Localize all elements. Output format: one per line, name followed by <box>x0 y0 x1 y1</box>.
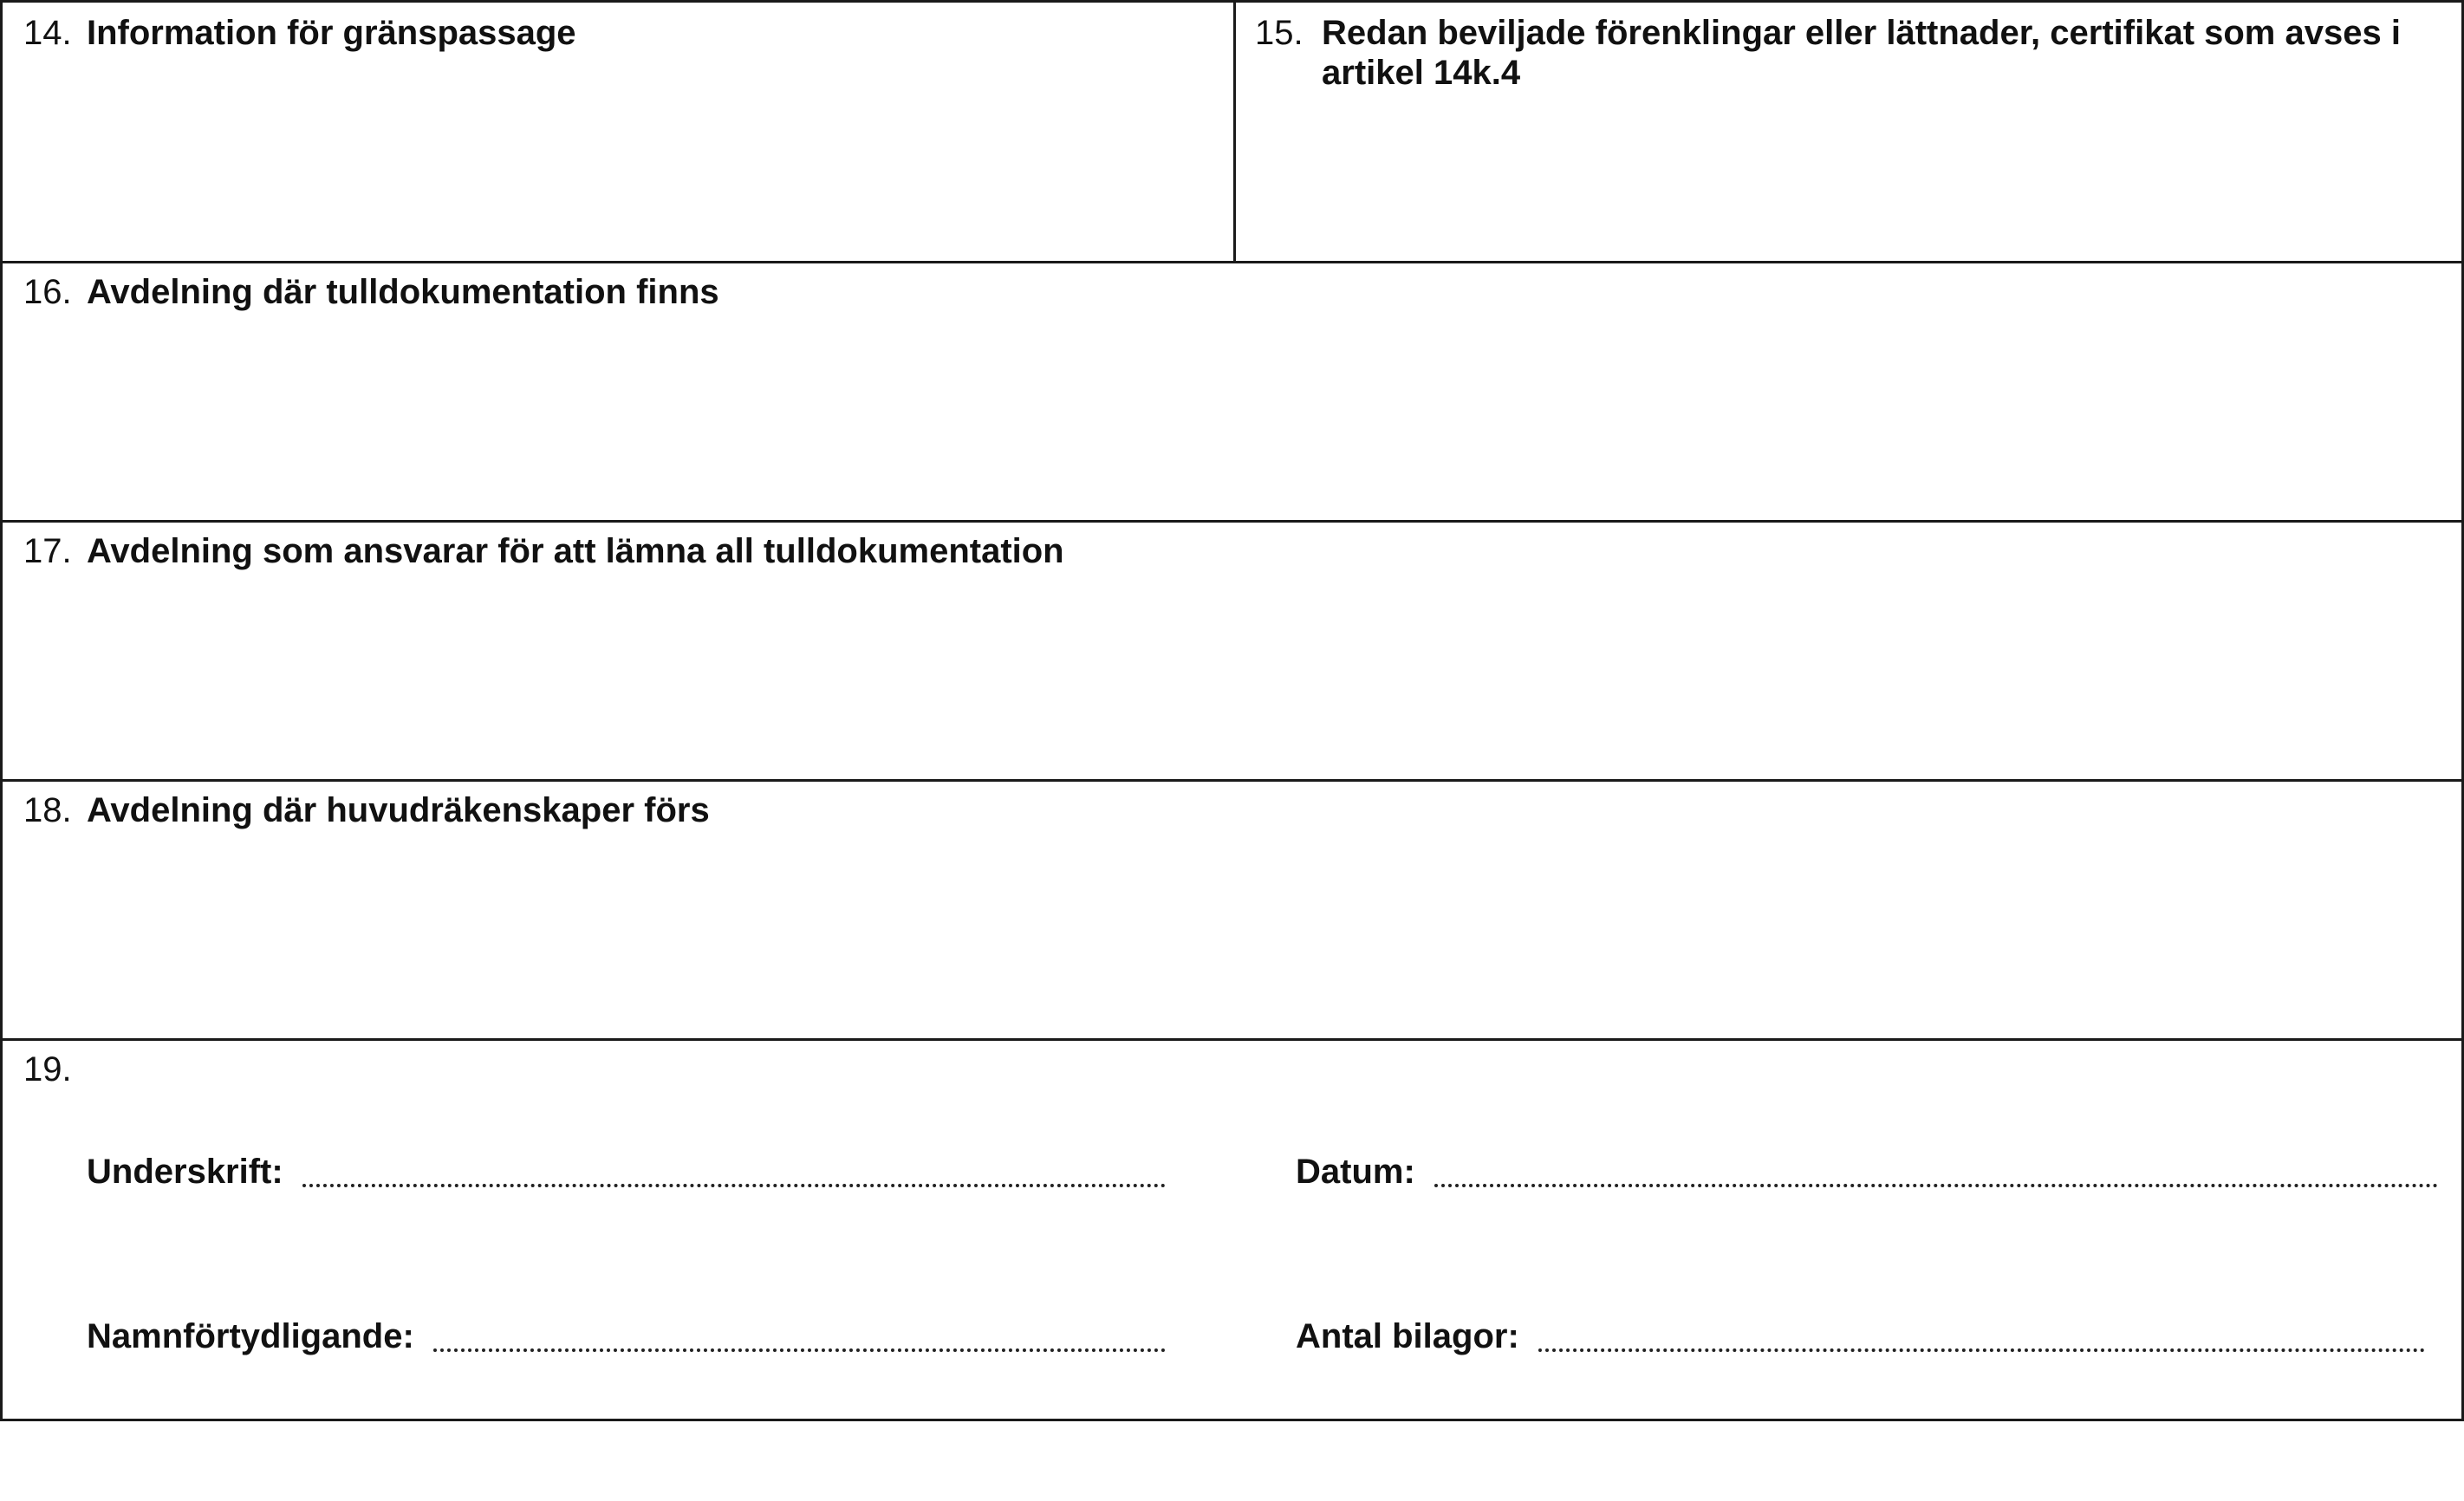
underskrift-dotted-line[interactable] <box>302 1158 1166 1187</box>
field-17-label: Avdelning som ansvarar för att lämna all tulldokumentation <box>87 532 1064 570</box>
signature-row[interactable] <box>87 1151 1166 1192</box>
field-15-number: 15. <box>1255 14 1304 52</box>
field-14-label: Information för gränspassage <box>87 14 576 52</box>
date-row[interactable] <box>1296 1151 2438 1192</box>
name-clarification-row[interactable] <box>87 1316 1166 1357</box>
antal-bilagor-label: Antal bilagor: <box>1296 1317 1519 1355</box>
divider-14-15 <box>1233 3 1236 261</box>
field-15-label: Redan beviljade förenklingar eller lättnader, certifikat som avses i artikel 14k.4 <box>1322 14 2401 92</box>
divider-row-1 <box>3 261 2461 263</box>
namnfortydligande-dotted-line[interactable] <box>433 1322 1166 1352</box>
field-16-label: Avdelning där tulldokumentation finns <box>87 273 719 311</box>
field-17-number: 17. <box>23 532 72 570</box>
field-14-number: 14. <box>23 14 72 52</box>
divider-row-3 <box>3 779 2461 782</box>
divider-row-4 <box>3 1038 2461 1041</box>
field-18-number: 18. <box>23 791 72 829</box>
datum-dotted-line[interactable] <box>1434 1158 2438 1187</box>
antal-bilagor-dotted-line[interactable] <box>1538 1322 2425 1352</box>
field-16-number: 16. <box>23 273 72 311</box>
datum-label: Datum: <box>1296 1153 1415 1191</box>
namnfortydligande-label: Namnförtydligande: <box>87 1317 414 1355</box>
underskrift-label: Underskrift: <box>87 1153 283 1191</box>
field-19-number: 19. <box>23 1050 72 1088</box>
field-18-label: Avdelning där huvudräkenskaper förs <box>87 791 710 829</box>
divider-row-2 <box>3 520 2461 523</box>
attachments-row[interactable] <box>1296 1316 2425 1357</box>
